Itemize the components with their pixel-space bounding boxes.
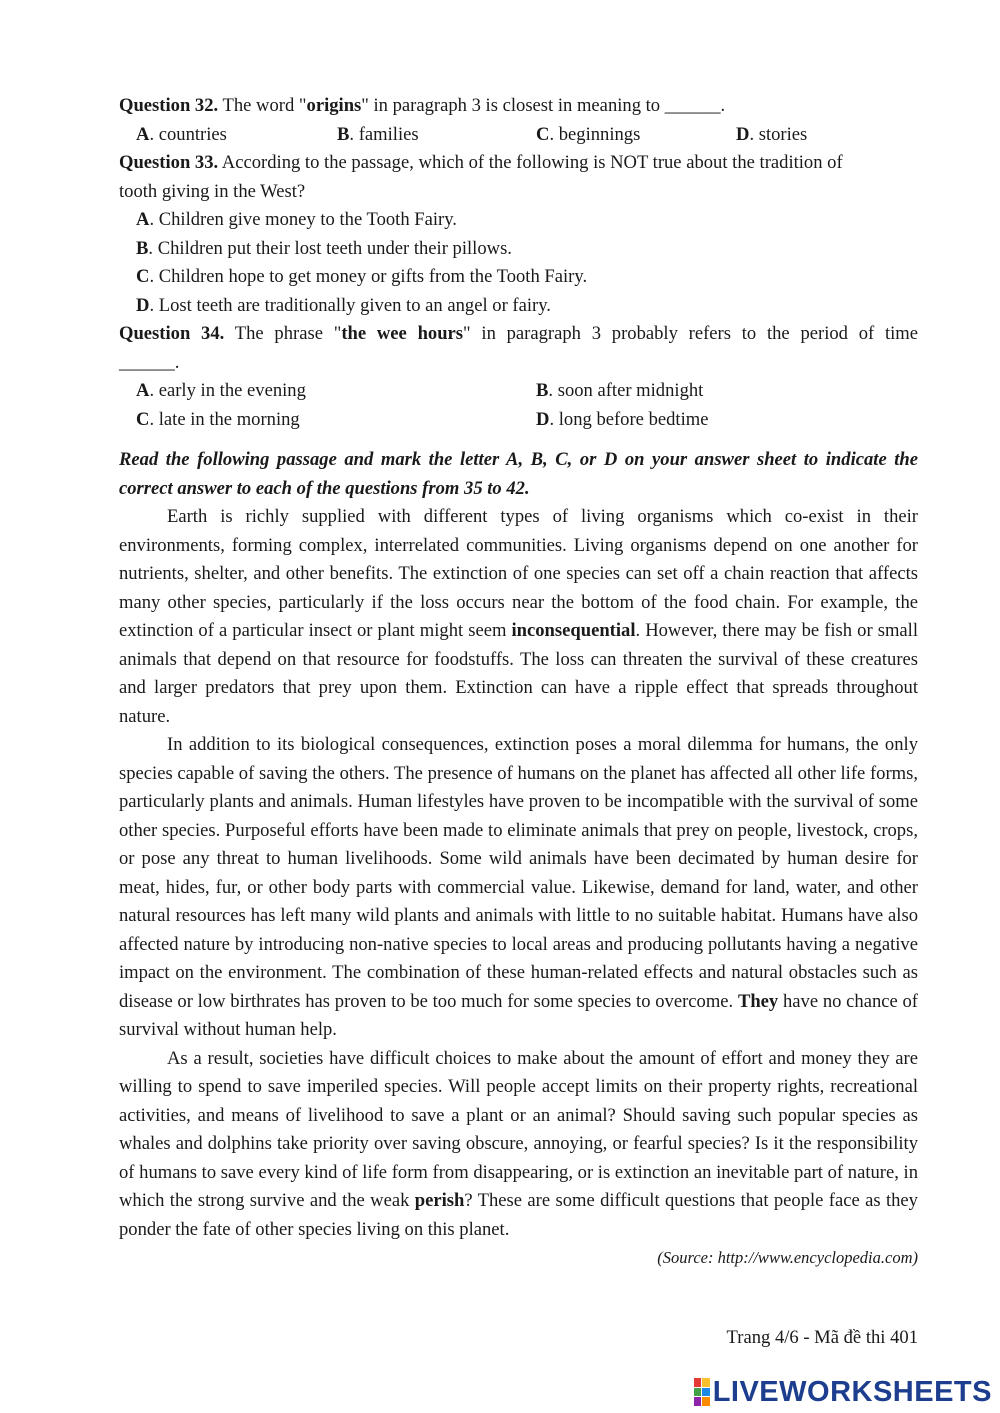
question-keyword: the wee hours [341,323,464,344]
watermark-text: LIVEWORKSHEETS [712,1375,992,1408]
question-32-options [119,121,918,150]
paragraph-1: Earth is richly supplied with different types of living organisms which co-exist in their environments, forming complex, interrelated communities. Living organisms depend on one another for nutrients, shelter, and other benefits. The extinction of one species can set off a chain reaction that affects many other species, particularly if the loss occurs near the bottom of the food chain. For example, the extinction of a particular insect or plant might seem inconsequential. However, there may be fish or small animals that depend on that resource for foodstuffs. The loss can threaten the survival of these creatures and larger predators that prey upon them. Extinction can have a ripple effect that spreads throughout nature. [119,506,918,727]
question-33-stem: Question 33. According to the passage, which of the following is NOT true about the tradition of [119,152,843,173]
question-keyword: origins [306,95,362,116]
liveworksheets-logo-icon [694,1378,710,1406]
option-b[interactable]: B. soon after midnight [536,380,704,401]
instruction-line-2: correct answer to each of the questions from 35 to 42. [119,477,530,499]
highlighted-word: They [737,990,779,1012]
instruction-line-1: Read the following passage and mark the letter A, B, C, or D on your answer sheet to indicate the [119,449,918,470]
option-c[interactable]: C. late in the morning [136,408,300,430]
option-c[interactable]: C. Children hope to get money or gifts from the Tooth Fairy. [136,266,588,287]
option-a[interactable]: A. early in the evening [136,380,306,401]
question-34-options-row-1 [119,377,918,406]
paragraph-3: As a result, societies have difficult choices to make about the amount of effort and money they are willing to spend to save imperiled species. Will people accept limits on their property rights, recreational activities, and means of livelihood to save a plant or an animal? Should saving such popular species as whales and dolphins take priority over saving obscure, annoying, or fearful species? Is it the responsibility of humans to save every kind of life form from disappearing, or is extinction an inevitable part of nature, in which the strong survive and the weak perish? These are some difficult questions that people face as they ponder the fate of other species living on this planet. [119,1047,918,1240]
highlighted-word: perish [414,1190,465,1211]
option-c[interactable]: C. beginnings [536,123,641,145]
question-33-stem-continued: tooth giving in the West? [119,180,306,202]
option-d[interactable]: D. Lost teeth are traditionally given to an angel or fairy. [136,294,551,316]
question-label: Question 34. [119,323,225,344]
reading-passage [119,503,918,1244]
source-citation: (Source: http://www.encyclopedia.com) [657,1248,918,1267]
paragraph-2: In addition to its biological consequences, extinction poses a moral dilemma for humans, the only species capable of saving the others. The presence of humans on the planet has affected all other life forms, particularly plants and animals. Human lifestyles have proven to be incompatible with the survival of some other species. Purposeful efforts have been made to eliminate animals that prey on people, livestock, crops, or pose any threat to human livelihoods. Some wild animals have been decimated by human desire for meat, hides, fur, or other body parts with commercial value. Likewise, demand for land, water, and other natural resources has left many wild plants and animals with little to no suitable habitat. Humans have also affected nature by introducing non-native species to local areas and producing pollutants having a negative impact on the environment. The combination of these human-related effects and natural obstacles such as disease or low birthrates has proven to be too much for some species to overcome. They have no chance of survival without human help. [119,734,918,1040]
question-label: Question 33. [119,152,219,173]
question-34-stem: Question 34. The phrase "the wee hours" in paragraph 3 probably refers to the period of time [119,323,919,344]
option-d[interactable]: D. long before bedtime [536,408,709,430]
question-34-options-row-2 [119,406,918,435]
liveworksheets-watermark [694,1377,992,1407]
option-a[interactable]: A. countries [136,123,227,145]
option-d[interactable]: D. stories [736,123,808,145]
question-32-stem: Question 32. The word "origins" in paragraph 3 is closest in meaning to ______. [119,95,726,116]
question-34-stem-continued: ______. [119,351,180,373]
highlighted-word: inconsequential [511,620,636,641]
option-b[interactable]: B. families [337,123,419,145]
worksheet-page [119,92,918,1272]
option-b[interactable]: B. Children put their lost teeth under their pillows. [136,237,512,259]
question-label: Question 32. [119,95,219,116]
option-a[interactable]: A. Children give money to the Tooth Fairy. [136,209,457,230]
page-footer: Trang 4/6 - Mã đề thi 401 [726,1327,918,1348]
